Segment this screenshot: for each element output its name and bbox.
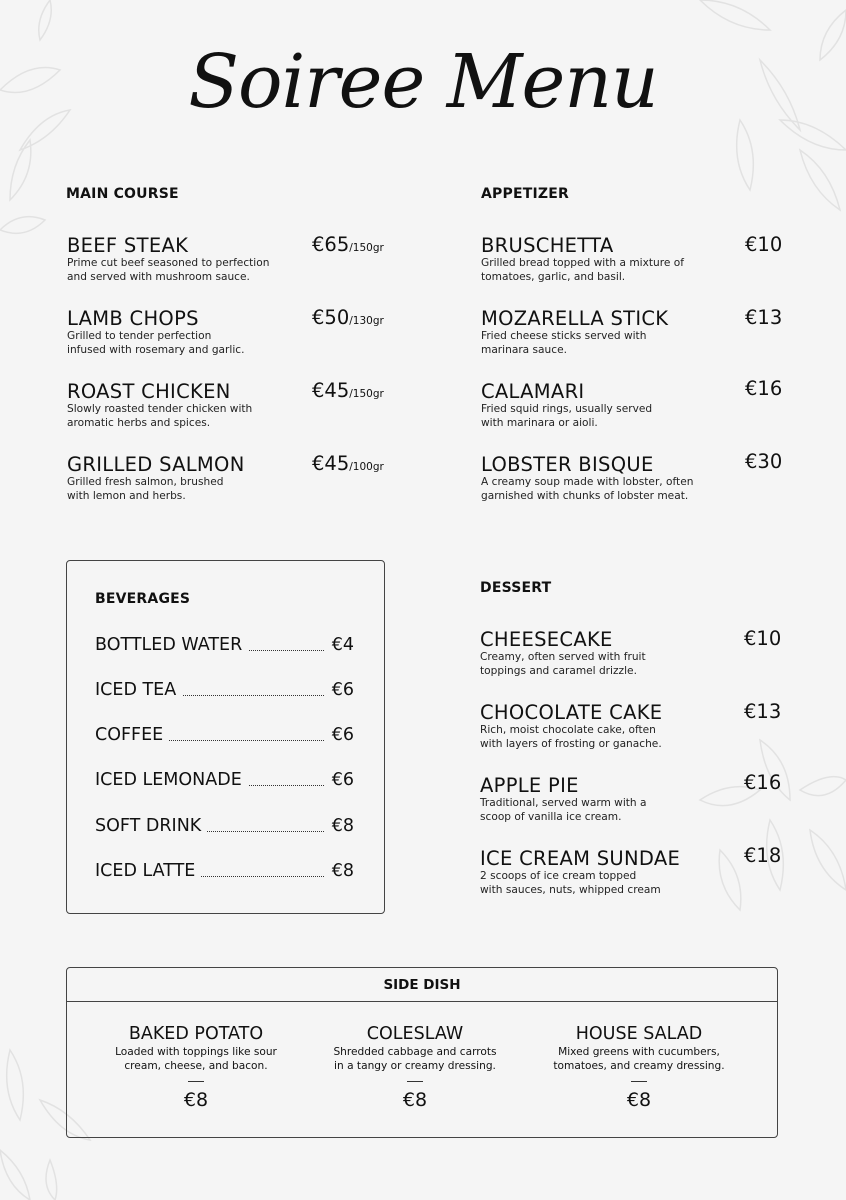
side-item-name: COLESLAW xyxy=(366,1024,464,1044)
beverage-row xyxy=(95,816,354,840)
beverage-name: COFFEE xyxy=(95,725,169,745)
side-item-baked-potato xyxy=(81,1024,311,1111)
beverage-price: €8 xyxy=(326,816,354,836)
item-unit: /150gr xyxy=(349,242,384,254)
menu-item-roast-chicken xyxy=(67,380,387,440)
main-course-heading: MAIN COURSE xyxy=(66,186,179,202)
item-description: Prime cut beef seasoned to perfection and served with mushroom sauce. xyxy=(67,257,270,283)
item-name: ROAST CHICKEN xyxy=(67,380,231,403)
side-item-price: €8 xyxy=(626,1089,652,1111)
item-unit: /130gr xyxy=(349,315,384,327)
dessert-heading: DESSERT xyxy=(480,580,552,596)
beverages-heading: BEVERAGES xyxy=(95,591,191,607)
beverage-row xyxy=(95,680,354,704)
item-price: €13 xyxy=(744,700,782,723)
beverage-name: ICED LATTE xyxy=(95,861,201,881)
beverage-price: €8 xyxy=(326,861,354,881)
beverage-name: ICED LEMONADE xyxy=(95,770,248,790)
beverage-row xyxy=(95,725,354,749)
item-description: Rich, moist chocolate cake, often with layers of frosting or ganache. xyxy=(480,724,662,750)
appetizer-heading: APPETIZER xyxy=(481,186,569,202)
item-price: €10 xyxy=(744,627,782,650)
item-price: €45/100gr xyxy=(312,452,384,475)
item-description: Fried squid rings, usually served with marinara or aioli. xyxy=(481,403,653,429)
item-name: CHOCOLATE CAKE xyxy=(480,701,663,724)
divider xyxy=(631,1081,647,1082)
divider xyxy=(407,1081,423,1082)
item-name: LAMB CHOPS xyxy=(67,307,199,330)
item-unit: /150gr xyxy=(349,388,384,400)
item-name: BEEF STEAK xyxy=(67,234,189,257)
beverage-row xyxy=(95,861,354,885)
item-description: Fried cheese sticks served with marinara sauce. xyxy=(481,330,647,356)
item-name: MOZARELLA STICK xyxy=(481,307,669,330)
beverage-name: ICED TEA xyxy=(95,680,182,700)
beverage-row xyxy=(95,635,354,659)
item-name: GRILLED SALMON xyxy=(67,453,245,476)
item-price: €65/150gr xyxy=(312,233,384,256)
beverage-name: SOFT DRINK xyxy=(95,816,207,836)
side-item-price: €8 xyxy=(183,1089,209,1111)
beverage-name: BOTTLED WATER xyxy=(95,635,248,655)
item-price: €45/150gr xyxy=(312,379,384,402)
beverage-price: €6 xyxy=(326,680,354,700)
side-item-name: BAKED POTATO xyxy=(128,1024,264,1044)
item-name: LOBSTER BISQUE xyxy=(481,453,654,476)
side-item-description: Shredded cabbage and carrots in a tangy or creamy dressing. xyxy=(333,1046,497,1072)
item-price: €18 xyxy=(744,844,782,867)
menu-item-cheesecake xyxy=(480,628,790,688)
item-description: Traditional, served warm with a scoop of vanilla ice cream. xyxy=(480,797,647,823)
item-name: CALAMARI xyxy=(481,380,585,403)
menu-item-lamb-chops xyxy=(67,307,387,367)
item-description: Creamy, often served with fruit toppings and caramel drizzle. xyxy=(480,651,646,677)
menu-item-lobster-bisque xyxy=(481,450,791,513)
side-item-house-salad xyxy=(524,1024,754,1111)
menu-item-chocolate-cake xyxy=(480,701,790,761)
item-description: Slowly roasted tender chicken with aromatic herbs and spices. xyxy=(67,403,253,429)
menu-title: Soiree Menu xyxy=(188,39,658,125)
side-item-description: Mixed greens with cucumbers, tomatoes, and creamy dressing. xyxy=(553,1046,725,1072)
menu-item-calamari xyxy=(481,377,791,440)
item-price: €16 xyxy=(744,771,782,794)
menu-item-mozarella-stick xyxy=(481,307,791,367)
item-description: 2 scoops of ice cream topped with sauces, nuts, whipped cream xyxy=(480,870,661,896)
side-item-price: €8 xyxy=(402,1089,428,1111)
beverages-box xyxy=(66,560,385,914)
beverage-price: €4 xyxy=(326,635,354,655)
item-price: €10 xyxy=(745,233,783,256)
item-price: €50/130gr xyxy=(312,306,384,329)
item-name: CHEESECAKE xyxy=(480,628,613,651)
menu-item-beef-steak xyxy=(67,234,387,294)
item-price: €30 xyxy=(745,450,783,473)
side-item-description: Loaded with toppings like sour cream, cheese, and bacon. xyxy=(115,1046,277,1072)
menu-item-ice-cream-sundae xyxy=(480,844,790,907)
item-name: BRUSCHETTA xyxy=(481,234,614,257)
menu-item-grilled-salmon xyxy=(67,453,387,513)
side-dish-heading: SIDE DISH xyxy=(67,968,777,1002)
item-description: Grilled bread topped with a mixture of tomatoes, garlic, and basil. xyxy=(481,257,684,283)
divider xyxy=(188,1081,204,1082)
item-name: ICE CREAM SUNDAE xyxy=(480,847,681,870)
menu-item-bruschetta xyxy=(481,234,791,294)
side-item-name: HOUSE SALAD xyxy=(575,1024,703,1044)
side-item-coleslaw xyxy=(300,1024,530,1111)
item-description: A creamy soup made with lobster, often garnished with chunks of lobster meat. xyxy=(481,476,694,502)
item-name: APPLE PIE xyxy=(480,774,579,797)
item-description: Grilled to tender perfection infused with rosemary and garlic. xyxy=(67,330,245,356)
item-price: €13 xyxy=(745,306,783,329)
beverage-row xyxy=(95,770,354,794)
item-price: €16 xyxy=(745,377,783,400)
item-description: Grilled fresh salmon, brushed with lemon and herbs. xyxy=(67,476,224,502)
beverage-price: €6 xyxy=(326,725,354,745)
side-dish-box xyxy=(66,967,778,1138)
menu-item-apple-pie xyxy=(480,771,790,834)
beverage-price: €6 xyxy=(326,770,354,790)
item-unit: /100gr xyxy=(349,461,384,473)
